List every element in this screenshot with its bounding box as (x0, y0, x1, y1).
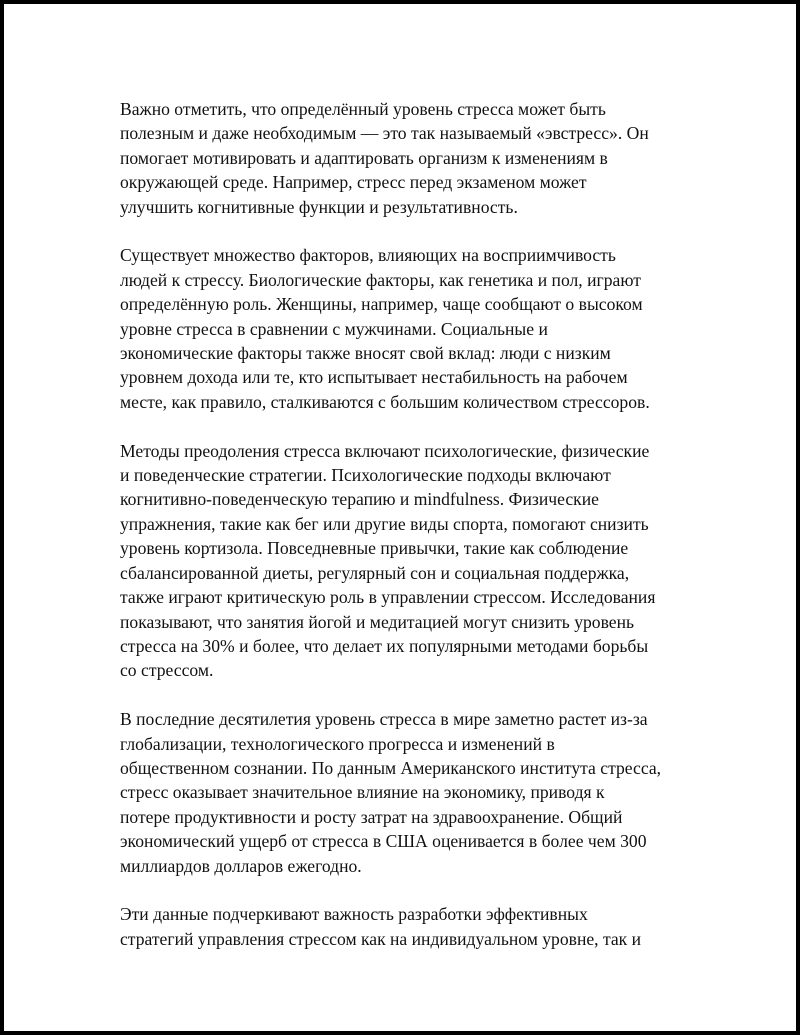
text-line: определённую роль. Женщины, например, чаще сообщают о высоком (120, 294, 643, 315)
paragraph-global-stress-trends (120, 707, 700, 878)
text-line: глобализации, технологического прогресса и изменений в (120, 733, 555, 754)
text-line: сбалансированной диеты, регулярный сон и социальная поддержка, (120, 562, 630, 583)
text-line: В последние десятилетия уровень стресса в мире заметно растет из-за (120, 709, 648, 730)
text-line: полезным и даже необходимым — это так называемый «эвстресс». Он (120, 123, 649, 144)
text-line: стратегий управления стрессом как на индивидуальном уровне, так и (120, 928, 642, 949)
text-line: потере продуктивности и росту затрат на здравоохранение. Общий (120, 806, 623, 827)
text-line: упражнения, такие как бег или другие виды спорта, помогают снизить (120, 513, 649, 534)
document-body (120, 97, 700, 976)
paragraph-eustress (120, 97, 700, 219)
text-line: общественном сознании. По данным Американского института стресса, (120, 757, 662, 778)
text-line: экономический ущерб от стресса в США оценивается в более чем 300 (120, 831, 647, 852)
text-line: помогает мотивировать и адаптировать организм к изменениям в (120, 147, 608, 168)
text-line: Методы преодоления стресса включают психологические, физические (120, 440, 650, 461)
text-line: Существует множество факторов, влияющих на восприимчивость (120, 245, 616, 266)
text-line: и поведенческие стратегии. Психологические подходы включают (120, 465, 611, 486)
text-line: Эти данные подчеркивают важность разработки эффективных (120, 904, 588, 925)
paragraph-coping-methods (120, 439, 700, 683)
text-line: окружающей среде. Например, стресс перед экзаменом может (120, 172, 587, 193)
text-line: улучшить когнитивные функции и результативность. (120, 196, 518, 217)
text-line: показывают, что занятия йогой и медитацией могут снизить уровень (120, 611, 635, 632)
text-line: уровне стресса в сравнении с мужчинами. Социальные и (120, 318, 548, 339)
text-line: когнитивно-поведенческую терапию и mindfulness. Физические (120, 489, 599, 510)
text-line: со стрессом. (120, 660, 214, 681)
text-line: месте, как правило, сталкиваются с большим количеством стрессоров. (120, 391, 650, 412)
text-line: стресса на 30% и более, что делает их популярными методами борьбы (120, 635, 649, 656)
text-line: миллиардов долларов ежегодно. (120, 855, 362, 876)
text-line: стресс оказывает значительное влияние на экономику, приводя к (120, 782, 605, 803)
text-line: экономические факторы также вносят свой вклад: люди с низким (120, 343, 611, 364)
text-line: людей к стрессу. Биологические факторы, как генетика и пол, играют (120, 269, 641, 290)
text-line: Важно отметить, что определённый уровень стресса может быть (120, 99, 606, 119)
text-line: уровнем дохода или те, кто испытывает нестабильность на рабочем (120, 367, 628, 388)
paragraph-susceptibility-factors (120, 243, 700, 414)
paragraph-conclusion (120, 902, 700, 951)
text-line: также играют критическую роль в управлении стрессом. Исследования (120, 587, 656, 608)
text-line: уровень кортизола. Повседневные привычки, такие как соблюдение (120, 538, 629, 559)
